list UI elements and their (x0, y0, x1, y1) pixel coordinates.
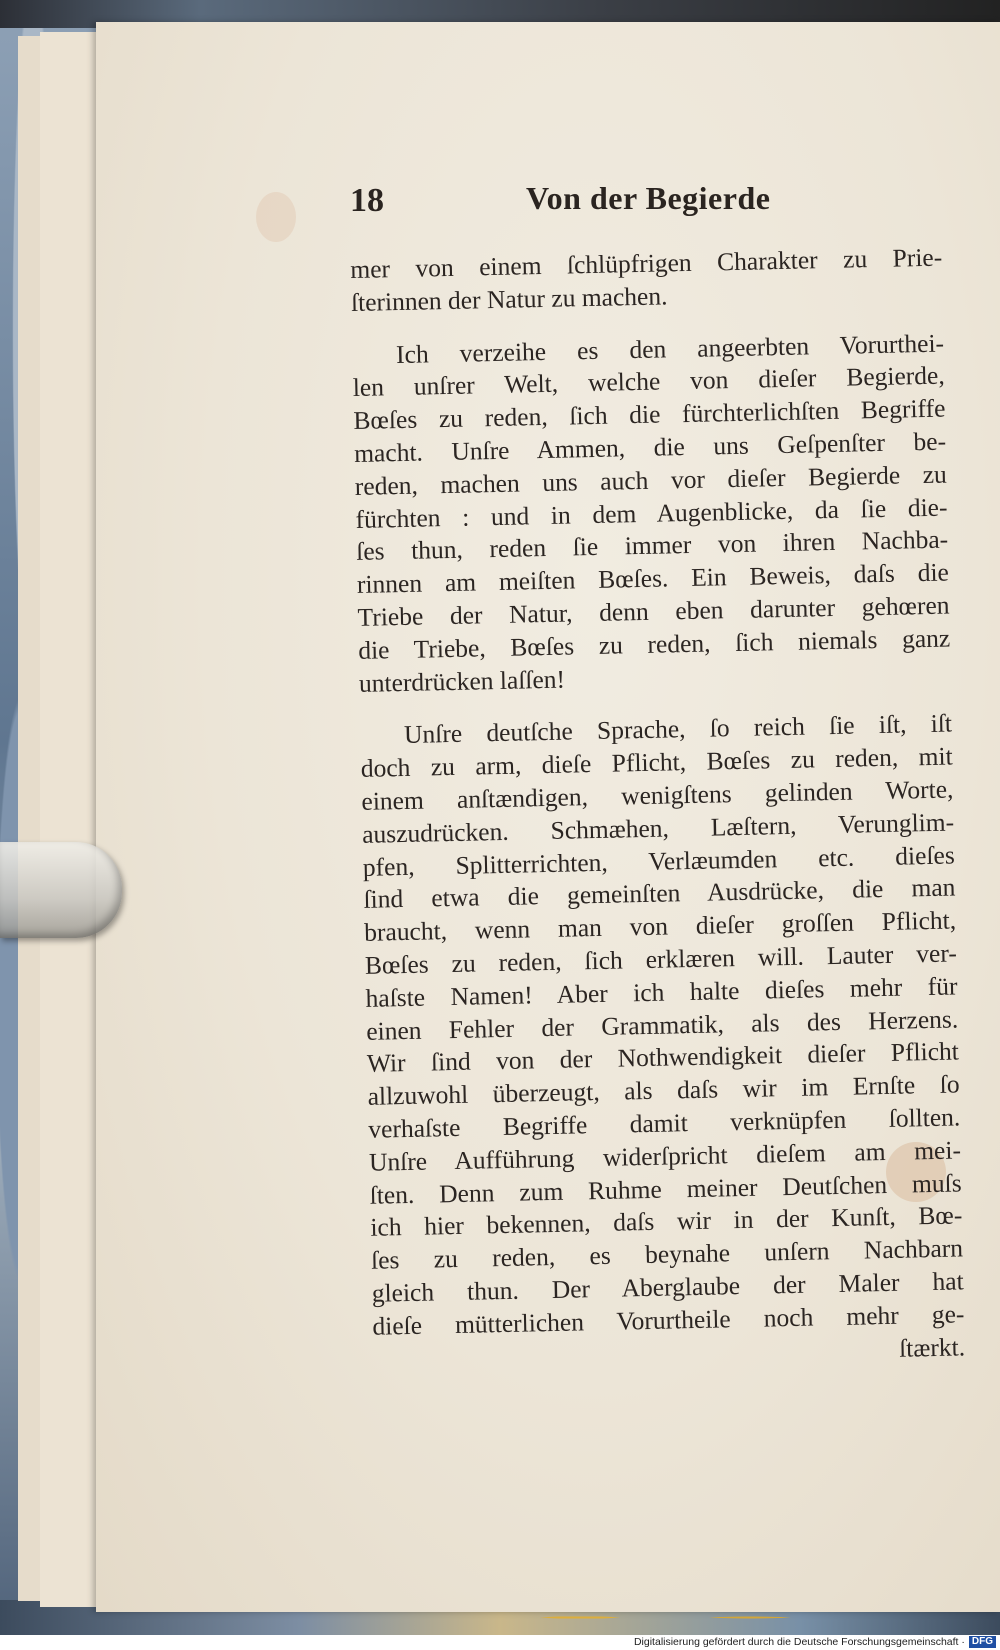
text-line: Triebe der Natur, denn eben darunter gehœren (357, 590, 950, 632)
text-line: Ich verzeihe es den angeerbten Vorurthei- (395, 328, 945, 369)
text-line: fürchten : und in dem Augenblicke, da ſie die- (355, 492, 948, 534)
text-line: die Triebe, Bœſes zu reden, ſich niemals ganz (357, 623, 951, 665)
text-line: Wir ſind von der Nothwendigkeit dieſer Pflicht (366, 1036, 960, 1079)
text-line: ich hier bekennen, daſs wir in der Kunſt, Bœ- (370, 1200, 963, 1243)
paragraph (352, 327, 951, 700)
text-line: einen Fehler der Grammatik, als des Herzens. (365, 1003, 959, 1046)
text-line: ſten. Denn zum Ruhme meiner Deutſchen muſs (369, 1167, 962, 1210)
text-line: unterdrücken laſſen! (358, 664, 566, 698)
text-line: Bœſes zu reden, ſich erklæren will. Lauter ver- (364, 938, 958, 980)
text-line: reden, machen uns auch vor dieſer Begierde zu (354, 459, 948, 501)
paragraph (350, 242, 943, 320)
body-text (350, 242, 965, 1376)
running-title: Von der Begierde (526, 180, 771, 216)
page-header (350, 176, 910, 226)
text-line: mer von einem ſchlüpfrigen Charakter zu Prie- (350, 242, 943, 284)
text-line: Unſre deutſche Sprache, ſo reich ſie iſt, iſt (403, 708, 953, 750)
text-line: pfen, Splitterrichten, Verlæumden etc. dieſes (362, 840, 956, 882)
footer-caption: Digitalisierung gefördert durch die Deutsche Forschungsgemeinschaft · (633, 1636, 965, 1648)
text-line: ſind etwa die gemeinſten Ausdrücke, die man (363, 872, 956, 915)
text-line: verhaſste Begriffe damit verknüpfen ſollten. (368, 1102, 961, 1144)
text-line: haſste Namen! Aber ich halte dieſes mehr für (365, 971, 958, 1013)
text-line: rinnen am meiſten Bœſes. Ein Beweis, daſs die (356, 557, 950, 600)
text-line: ſes zu reden, es beynahe unſern Nachbarn (370, 1233, 964, 1275)
text-line: Bœſes zu reden, ſich die fürchterlichſten Begriffe (353, 393, 946, 436)
text-line: macht. Unſre Ammen, die uns Geſpenſter be- (353, 426, 947, 468)
text-line: dieſe mütterlichen Vorurtheile noch mehr ge- (372, 1299, 965, 1341)
catchword: ſtærkt. (898, 1331, 966, 1363)
text-line: ſterinnen der Natur zu machen. (350, 281, 668, 317)
text-line: ſes thun, reden ſie immer von ihren Nachba- (355, 524, 949, 567)
text-line: Unſre Aufführung widerſpricht dieſem am mei- (368, 1135, 962, 1177)
text-line: doch zu arm, dieſe Pflicht, Bœſes zu reden, mit (360, 741, 953, 784)
text-line: einem anſtændigen, wenigſtens gelinden Worte, (361, 774, 954, 816)
text-line: allzuwohl überzeugt, als daſs wir im Ernſte ſo (367, 1069, 960, 1111)
text-line: braucht, wenn man von dieſer groſſen Pflicht, (363, 905, 957, 947)
text-line: auszudrücken. Schmæhen, Læſtern, Verunglim- (361, 807, 955, 849)
text-line: gleich thun. Der Aberglaube der Maler hat (371, 1266, 964, 1308)
paper-stain (256, 192, 296, 242)
glass-page-clip (0, 842, 122, 938)
text-line: len unſrer Welt, welche von dieſer Begierde, (352, 360, 945, 403)
digitization-footer (0, 1635, 1000, 1650)
page-number: 18 (350, 182, 384, 219)
dfg-logo: DFG (969, 1636, 996, 1648)
paragraph (360, 708, 965, 1343)
